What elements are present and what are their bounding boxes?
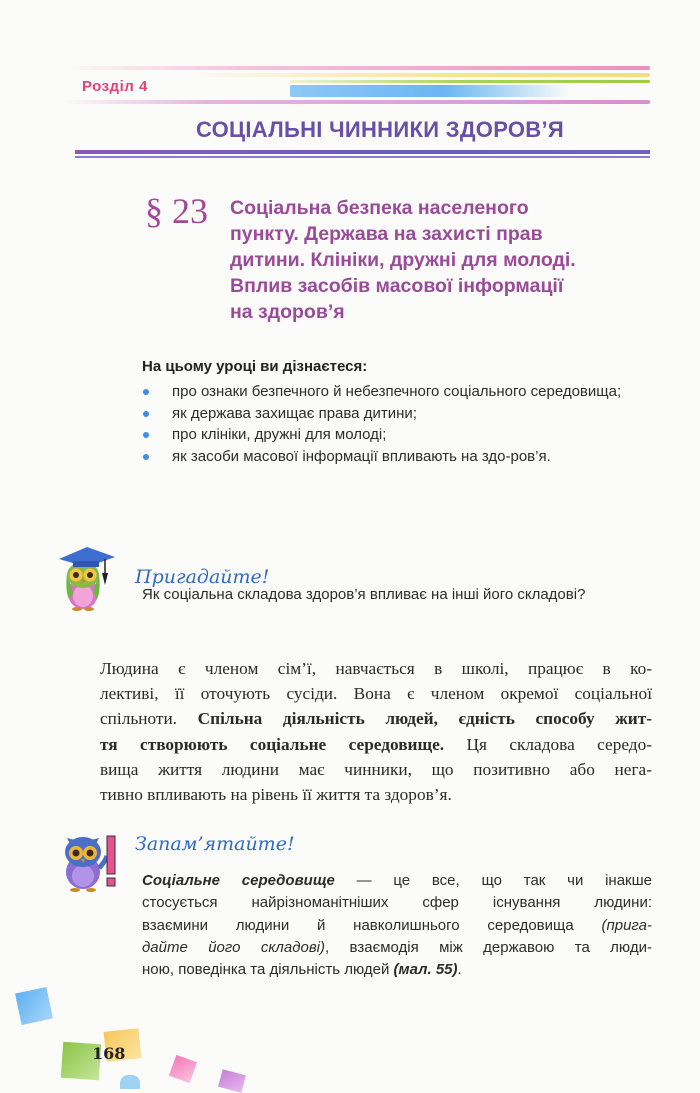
- page-number: 168: [92, 1044, 126, 1063]
- memorize-line: ною, поведінка та діяльність людей (мал. 55).: [142, 961, 462, 979]
- bullet-icon: [143, 454, 149, 460]
- memorize-term: Соціальне середовище: [142, 872, 335, 889]
- paragraph-number: § 23: [145, 191, 208, 231]
- body-line: тя створюють соціальне середовище. Ця складова середо-: [100, 734, 652, 754]
- body-line: спільноти. Спільна діяльність людей, єдність способу жит-: [100, 709, 653, 729]
- learn-heading: На цьому уроці ви дізнаєтеся:: [142, 358, 368, 375]
- list-item: про клініки, дружні для молоді;: [142, 424, 652, 446]
- lesson-title-line: Вплив засобів масової інформації: [230, 275, 564, 297]
- lesson-title-line: Соціальна безпека населеного: [230, 197, 529, 219]
- decorative-bar-mauve: [60, 100, 650, 104]
- body-line: Людина є членом сім’ї, навчається в школі, працює в ко-: [100, 659, 652, 678]
- lesson-title-line: пункту. Держава на захисті прав: [230, 223, 543, 245]
- memorize-line: взаємини людини й навколишнього середовища (прига-: [142, 916, 652, 934]
- list-item: як держава захищає права дитини;: [142, 403, 652, 425]
- bullet-icon: [143, 432, 149, 438]
- title-underline: [75, 150, 650, 154]
- list-item: як засоби масової інформації впливають на здо-ров’я.: [142, 446, 652, 468]
- body-line: тивно впливають на рівень її життя та здоров’я.: [100, 785, 452, 805]
- decorative-square-purple: [218, 1069, 246, 1093]
- decorative-bar-green: [290, 80, 650, 83]
- decorative-bar-pink: [60, 66, 650, 70]
- decorative-bar-yellow: [180, 73, 650, 77]
- memorize-line: стосується найрізноманітніших сфер існування людини:: [142, 894, 652, 912]
- decorative-bar-blue: [290, 85, 570, 97]
- decorative-square-pink: [169, 1055, 197, 1083]
- title-underline-thin: [75, 156, 650, 158]
- remember-text: Як соціальна складова здоров’я впливає на інші його складові?: [142, 586, 586, 603]
- lesson-title-line: дитини. Клініки, дружні для молоді.: [230, 249, 576, 271]
- body-paragraph: [100, 656, 652, 807]
- lesson-title: [230, 195, 660, 325]
- owl-exclamation-icon: [57, 828, 132, 896]
- remember-heading: Пригадайте!: [135, 566, 270, 588]
- owl-graduation-cap-icon: [55, 543, 133, 615]
- lesson-title-line: на здоров’я: [230, 301, 345, 323]
- learn-list: [142, 381, 652, 467]
- list-item: про ознаки безпечного й небезпечного соціального середовища;: [142, 381, 652, 403]
- body-line: лективі, її оточують сусіди. Вона є членом окремої соціальної: [100, 684, 652, 704]
- chapter-title: СОЦІАЛЬНІ ЧИННИКИ ЗДОРОВ’Я: [195, 117, 565, 142]
- decorative-square-lightblue: [120, 1075, 140, 1089]
- section-label: Розділ 4: [82, 78, 148, 95]
- body-line: вища життя людини має чинники, що позитивно або нега-: [100, 759, 652, 779]
- memorize-line: дайте його складові), взаємодія між державою та люди-: [142, 938, 652, 956]
- decorative-square-blue: [15, 987, 53, 1025]
- memorize-heading: Запам’ятайте!: [135, 833, 295, 855]
- bullet-icon: [143, 389, 149, 395]
- bullet-icon: [143, 411, 149, 417]
- memorize-text: [142, 870, 652, 981]
- memorize-line: Соціальне середовище — це все, що так чи інакше: [142, 872, 652, 889]
